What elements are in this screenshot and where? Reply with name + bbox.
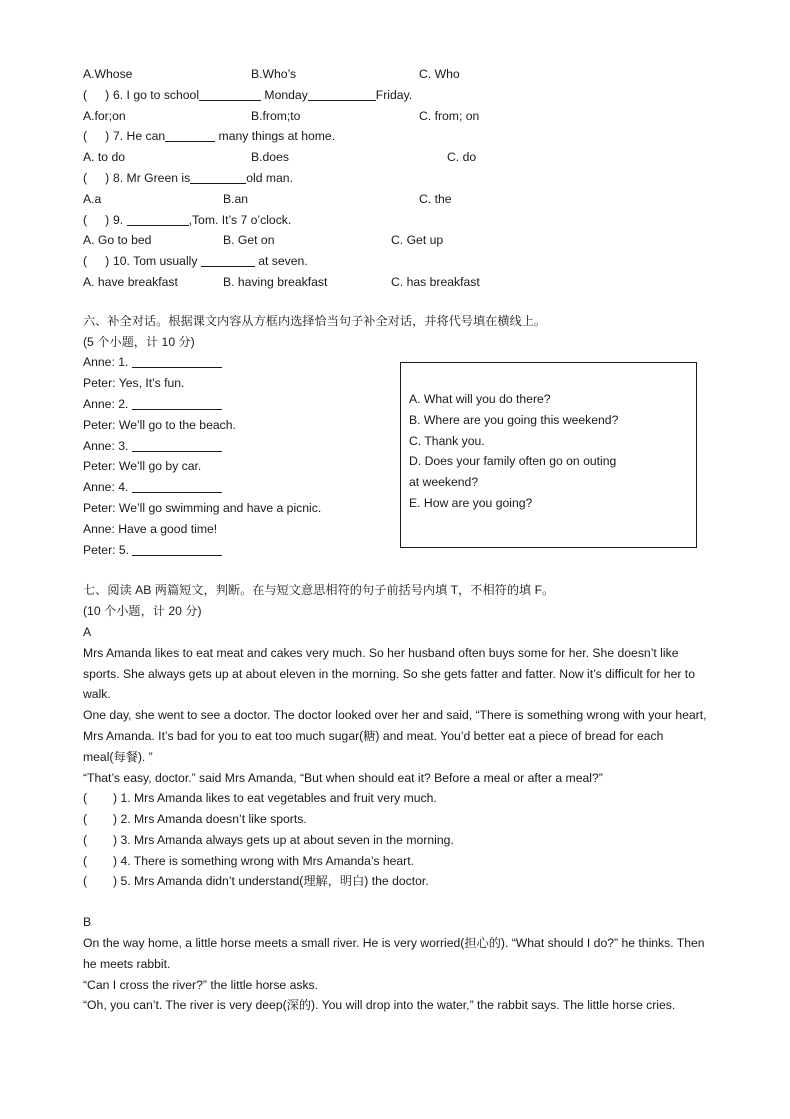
passage-a-label: A [83, 624, 92, 639]
section7-title: 七、阅读 AB 两篇短文，判断。在与短文意思相符的句子前括号内填 T，不相符的填 F。 [83, 583, 555, 598]
q10-stem: ( ) 10. Tom usually at seven. [83, 251, 713, 272]
answer-blank[interactable] [132, 438, 222, 452]
judgement-item: ( ) 2. Mrs Amanda doesn’t like sports. [83, 809, 713, 830]
section6-dialogue [83, 352, 393, 560]
dialogue-line: Anne: 2. [83, 394, 393, 415]
box-option: D. Does your family often go on outing [409, 454, 617, 469]
answer-blank[interactable] [132, 479, 222, 493]
box-option: at weekend? [409, 475, 479, 490]
q7-option-b[interactable]: B.does [251, 150, 289, 165]
q7-options [83, 147, 713, 168]
judgement-item: ( ) 4. There is something wrong with Mrs Amanda’s heart. [83, 851, 713, 872]
box-option: C. Thank you. [409, 433, 485, 448]
judgement-item: ( ) 5. Mrs Amanda didn’t understand(理解，明白) the doctor. [83, 871, 713, 892]
q10-option-b[interactable]: B. having breakfast [223, 274, 328, 289]
dialogue-line: Anne: 4. [83, 477, 393, 498]
dialogue-line: Peter: 5. [83, 540, 393, 561]
q7-stem: ( ) 7. He can many things at home. [83, 126, 713, 147]
q6-stem: ( ) 6. I go to school Monday Friday. [83, 85, 713, 106]
answer-paren[interactable]: ( [83, 812, 88, 827]
q9-stem: ( ) 9. ,Tom. It’s 7 o’clock. [83, 210, 713, 231]
passage-a-paragraph: “That’s easy, doctor.” said Mrs Amanda, “But when should eat it? Before a meal or after a meal?” [83, 770, 603, 785]
dialogue-line: Peter: We’ll go by car. [83, 459, 202, 474]
box-option: B. Where are you going this weekend? [409, 412, 619, 427]
q10-option-c[interactable]: C. has breakfast [391, 274, 480, 289]
dialogue-line: Anne: 3. [83, 436, 393, 457]
q8-options [83, 189, 713, 210]
box-option: E. How are you going? [409, 495, 533, 510]
dialogue-line: Peter: We’ll go to the beach. [83, 417, 236, 432]
answer-blank[interactable] [132, 396, 222, 410]
q6-option-a[interactable]: A.for;on [83, 108, 126, 123]
section7-score: (10 个小题，计 20 分) [83, 604, 202, 619]
section6-title: 六、补全对话。根据课文内容从方框内选择恰当句子补全对话，并将代号填在横线上。 [83, 313, 547, 328]
answer-paren[interactable]: ( ) [83, 129, 110, 144]
dialogue-line: Anne: Have a good time! [83, 521, 218, 536]
q9-option-a[interactable]: A. Go to bed [83, 233, 152, 248]
passage-b-label: B [83, 915, 92, 930]
dialogue-line: Peter: Yes, It’s fun. [83, 376, 185, 391]
q5-option-b[interactable]: B.Who’s [251, 67, 297, 81]
judgement-item: ( ) 3. Mrs Amanda always gets up at about seven in the morning. [83, 830, 713, 851]
q8-option-b[interactable]: B.an [223, 191, 249, 206]
q6-option-c[interactable]: C. from; on [419, 108, 480, 123]
q9-option-c[interactable]: C. Get up [391, 233, 444, 248]
passage-b-paragraph: “Oh, you can’t. The river is very deep(深的). You will drop into the water,” the rabbit says. The little horse cries. [83, 998, 676, 1013]
q10-option-a[interactable]: A. have breakfast [83, 274, 178, 289]
answer-paren[interactable]: ( [83, 832, 88, 847]
answer-blank[interactable] [308, 87, 376, 101]
q8-option-c[interactable]: C. the [419, 191, 452, 206]
answer-blank[interactable] [132, 354, 222, 368]
q5-option-a[interactable]: A.Whose [83, 67, 133, 81]
passage-b-paragraph: “Can I cross the river?” the little horse asks. [83, 977, 319, 992]
box-option: A. What will you do there? [409, 392, 551, 406]
q9-options [83, 230, 713, 251]
q10-options [83, 272, 713, 293]
passage-b-paragraph: On the way home, a little horse meets a small river. He is very worried(担心的). “What should I do?” he thinks. Then he meets rabbit. [83, 936, 705, 971]
passage-a-paragraph: One day, she went to see a doctor. The doctor looked over her and said, “There is something wrong with your heart, Mrs Amanda. It’s bad for you to eat too much sugar(糖) and meat. You’d better eat a piece of bread for each meal(每餐). ” [83, 708, 707, 764]
dialogue-line: Peter: We’ll go swimming and have a picnic. [83, 500, 322, 515]
q8-option-a[interactable]: A.a [83, 191, 102, 206]
q6-options [83, 106, 713, 127]
answer-paren[interactable]: ( ) [83, 170, 110, 185]
answer-paren[interactable]: ( [83, 853, 88, 868]
q7-option-a[interactable]: A. to do [83, 150, 126, 165]
answer-paren[interactable]: ( [83, 791, 88, 806]
q7-option-c[interactable]: C. do [447, 150, 477, 165]
q5-options [83, 64, 713, 85]
passage-a-paragraph: Mrs Amanda likes to eat meat and cakes very much. So her husband often buys some for her. She doesn’t like sports. She always gets up at about eleven in the morning. So she gets fatter and fatter. Now it’s difficult for her to walk. [83, 645, 695, 702]
q8-stem: ( ) 8. Mr Green is old man. [83, 168, 713, 189]
answer-paren[interactable]: ( ) [83, 212, 110, 227]
answer-blank[interactable] [190, 170, 246, 184]
answer-blank[interactable] [165, 128, 215, 142]
answer-blank[interactable] [132, 542, 222, 556]
answer-blank[interactable] [199, 87, 261, 101]
dialogue-line: Anne: 1. [83, 352, 393, 373]
worksheet-page [83, 64, 713, 1016]
section6-score: (5 个小题，计 10 分) [83, 334, 195, 349]
options-box [400, 362, 697, 548]
answer-blank[interactable] [127, 212, 189, 226]
answer-paren[interactable]: ( ) [83, 87, 110, 102]
answer-paren[interactable]: ( [83, 874, 88, 889]
answer-blank[interactable] [201, 253, 255, 267]
judgement-item: ( ) 1. Mrs Amanda likes to eat vegetables and fruit very much. [83, 788, 713, 809]
q9-option-b[interactable]: B. Get on [223, 233, 275, 248]
q6-option-b[interactable]: B.from;to [251, 108, 301, 123]
q5-option-c[interactable]: C. Who [419, 67, 460, 81]
answer-paren[interactable]: ( ) [83, 254, 110, 269]
